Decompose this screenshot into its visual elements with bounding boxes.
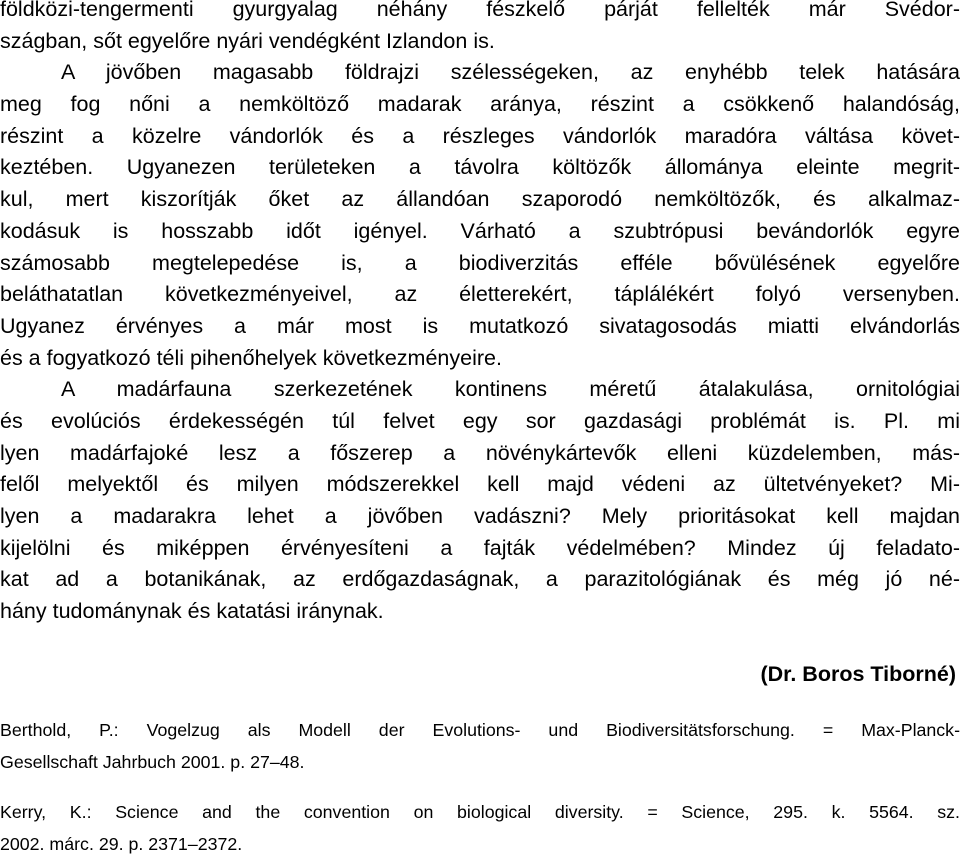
body-line: számosabb megtelepedése is, a biodiverzitás efféle bővülésének egyelőre	[0, 250, 960, 275]
body-line: és a fogyatkozó téli pihenőhelyek következményeire.	[0, 345, 502, 370]
body-line: szágban, sőt egyelőre nyári vendégként Izlandon is.	[0, 28, 495, 53]
reference-entry	[0, 717, 960, 780]
body-line: keztében. Ugyanezen területeken a távolra költözők állománya eleinte megrit-	[0, 155, 960, 180]
body-line: kodásuk is hosszabb időt igényel. Várható a szubtrópusi bevándorlók egyre	[0, 218, 960, 243]
body-line: A madárfauna szerkezetének kontinens méretű átalakulása, ornitológiai	[61, 377, 960, 402]
body-line: és evolúciós érdekességén túl felvet egy sor gazdasági problémát is. Pl. mi	[0, 408, 960, 433]
reference-entry	[0, 799, 960, 862]
reference-line: Berthold, P.: Vogelzug als Modell der Evolutions- und Biodiversitätsforschung. = Max-Planck-	[0, 720, 960, 740]
body-line: kul, mert kiszorítják őket az állandóan szaporodó nemköltözők, és alkalmaz-	[0, 187, 960, 212]
body-line: beláthatatlan következményeivel, az életterekért, táplálékért folyó versenyben.	[0, 282, 960, 307]
body-line: A jövőben magasabb földrajzi szélességeken, az enyhébb telek hatására	[61, 60, 960, 85]
body-line: részint a közelre vándorlók és a részleges vándorlók maradóra váltása követ-	[0, 123, 960, 148]
author-signature: (Dr. Boros Tiborné)	[760, 662, 956, 686]
body-line: felől melyektől és milyen módszerekkel kell majd védeni az ültetvényeket? Mi-	[0, 472, 960, 497]
body-line: kijelölni és miképpen érvényesíteni a fajták védelmében? Mindez új feladato-	[0, 535, 960, 560]
body-line: lyen madárfajoké lesz a főszerep a növénykártevők elleni küzdelemben, más-	[0, 440, 960, 465]
body-line: hány tudománynak és katatási iránynak.	[0, 599, 384, 624]
reference-line: Gesellschaft Jahrbuch 2001. p. 27–48.	[0, 751, 305, 772]
body-line: földközi-tengermenti gyurgyalag néhány fészkelő párját fellelték már Svédor-	[0, 0, 960, 21]
body-line: kat ad a botanikának, az erdőgazdaságnak, a parazitológiának és még jó né-	[0, 567, 960, 592]
body-line: lyen a madarakra lehet a jövőben vadászni? Mely prioritásokat kell majdan	[0, 504, 960, 528]
reference-line: 2002. márc. 29. p. 2371–2372.	[0, 833, 243, 854]
body-line: Ugyanez érvényes a már most is mutatkozó sivatagosodás miatti elvándorlás	[0, 313, 960, 338]
body-line: meg fog nőni a nemköltöző madarak aránya, részint a csökkenő halandóság,	[0, 92, 960, 117]
reference-line: Kerry, K.: Science and the convention on biological diversity. = Science, 295. k. 5564. sz.	[0, 802, 960, 822]
